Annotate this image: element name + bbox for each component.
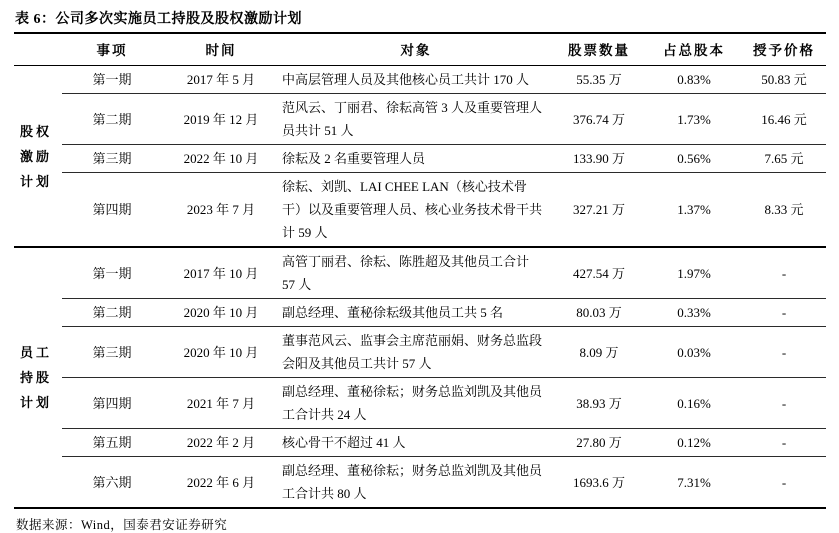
cell-date: 2022 年 2 月	[162, 429, 280, 457]
group-label-line: 股权	[20, 123, 53, 139]
cell-shares: 427.54 万	[552, 247, 646, 299]
column-header-target: 对象	[280, 33, 552, 66]
table-row	[14, 247, 826, 299]
cell-pct: 0.12%	[646, 429, 742, 457]
cell-pct: 0.33%	[646, 299, 742, 327]
cell-shares: 38.93 万	[552, 378, 646, 429]
cell-pct: 0.56%	[646, 145, 742, 173]
cell-date: 2020 年 10 月	[162, 299, 280, 327]
cell-shares: 55.35 万	[576, 72, 622, 87]
column-header-time: 时间	[162, 33, 280, 66]
cell-period: 第三期	[62, 327, 162, 378]
group-label-line: 计划	[20, 173, 53, 189]
group-label-line: 员工	[20, 345, 53, 360]
cell-price: 8.33 元	[742, 173, 826, 248]
cell-date: 2017 年 10 月	[162, 247, 280, 299]
cell-pct: 0.03%	[646, 327, 742, 378]
cell-period: 第四期	[62, 378, 162, 429]
cell-date: 2023 年 7 月	[162, 173, 280, 248]
source-note: 数据来源：Wind，国泰君安证券研究	[16, 518, 228, 532]
cell-target: 副总经理、董秘徐耘；财务总监刘凯及其他员工合计共 80 人	[280, 457, 552, 509]
cell-period: 第二期	[62, 299, 162, 327]
cell-period: 第一期	[92, 72, 132, 87]
cell-shares: 8.09 万	[552, 327, 646, 378]
cell-period: 第五期	[62, 429, 162, 457]
cell-price: 50.83 元	[761, 72, 807, 87]
table-row	[14, 429, 826, 457]
group-label-line: 激励	[20, 148, 53, 164]
table-row	[14, 94, 826, 145]
column-header-pct: 占总股本	[646, 33, 742, 66]
cell-shares: 133.90 万	[552, 145, 646, 173]
cell-period: 第二期	[62, 94, 162, 145]
table-row	[14, 66, 826, 94]
column-header-group-spacer	[14, 33, 62, 66]
cell-pct: 7.31%	[646, 457, 742, 509]
cell-date: 2017 年 5 月	[186, 72, 256, 87]
cell-price: -	[742, 299, 826, 327]
cell-pct: 1.37%	[646, 173, 742, 248]
cell-price: 16.46 元	[742, 94, 826, 145]
table-row	[14, 145, 826, 173]
cell-date: 2019 年 12 月	[162, 94, 280, 145]
table-title: 表 6：公司多次实施员工持股及股权激励计划	[15, 12, 302, 27]
cell-price: -	[742, 378, 826, 429]
cell-pct: 1.97%	[646, 247, 742, 299]
cell-target: 核心骨干不超过 41 人	[280, 429, 552, 457]
cell-shares: 327.21 万	[552, 173, 646, 248]
column-header-shares: 股票数量	[552, 33, 646, 66]
cell-date: 2020 年 10 月	[162, 327, 280, 378]
incentive-plan-table	[14, 32, 826, 509]
column-header-price: 授予价格	[742, 33, 826, 66]
cell-price: -	[742, 327, 826, 378]
cell-shares: 1693.6 万	[552, 457, 646, 509]
cell-target: 董事范风云、监事会主席范丽娟、财务总监段会阳及其他员工共计 57 人	[280, 327, 552, 378]
cell-pct: 0.16%	[646, 378, 742, 429]
cell-pct: 1.73%	[646, 94, 742, 145]
cell-shares: 27.80 万	[552, 429, 646, 457]
header-row	[14, 33, 826, 66]
table-row	[14, 299, 826, 327]
cell-target: 范风云、丁丽君、徐耘高管 3 人及重要管理人员共计 51 人	[280, 94, 552, 145]
cell-target: 中高层管理人员及其他核心员工共计 170 人	[282, 72, 530, 87]
cell-period: 第六期	[62, 457, 162, 509]
cell-shares: 376.74 万	[552, 94, 646, 145]
cell-price: 7.65 元	[742, 145, 826, 173]
cell-date: 2021 年 7 月	[162, 378, 280, 429]
column-header-item: 事项	[62, 33, 162, 66]
cell-period: 第一期	[62, 247, 162, 299]
table-row	[14, 327, 826, 378]
cell-price: -	[742, 247, 826, 299]
cell-target: 徐耘及 2 名重要管理人员	[280, 145, 552, 173]
group-label-equity-incentive-plan	[14, 66, 62, 248]
cell-shares: 80.03 万	[552, 299, 646, 327]
cell-date: 2022 年 10 月	[162, 145, 280, 173]
cell-period: 第三期	[62, 145, 162, 173]
group-label-line: 持股	[20, 370, 53, 385]
cell-price: -	[742, 457, 826, 509]
table-row	[14, 173, 826, 248]
cell-target: 高管丁丽君、徐耘、陈胜超及其他员工合计 57 人	[280, 247, 552, 299]
cell-date: 2022 年 6 月	[162, 457, 280, 509]
group-label-line: 计划	[20, 395, 53, 410]
table-row	[14, 457, 826, 509]
cell-pct: 0.83%	[677, 72, 711, 87]
group-label-employee-stock-plan	[14, 247, 62, 508]
cell-target: 副总经理、董秘徐耘级其他员工共 5 名	[280, 299, 552, 327]
table-row	[14, 378, 826, 429]
cell-target: 徐耘、刘凯、LAI CHEE LAN（核心技术骨干）以及重要管理人员、核心业务技术骨干共计 59 人	[280, 173, 552, 248]
cell-period: 第四期	[62, 173, 162, 248]
cell-target: 副总经理、董秘徐耘；财务总监刘凯及其他员工合计共 24 人	[280, 378, 552, 429]
cell-price: -	[742, 429, 826, 457]
